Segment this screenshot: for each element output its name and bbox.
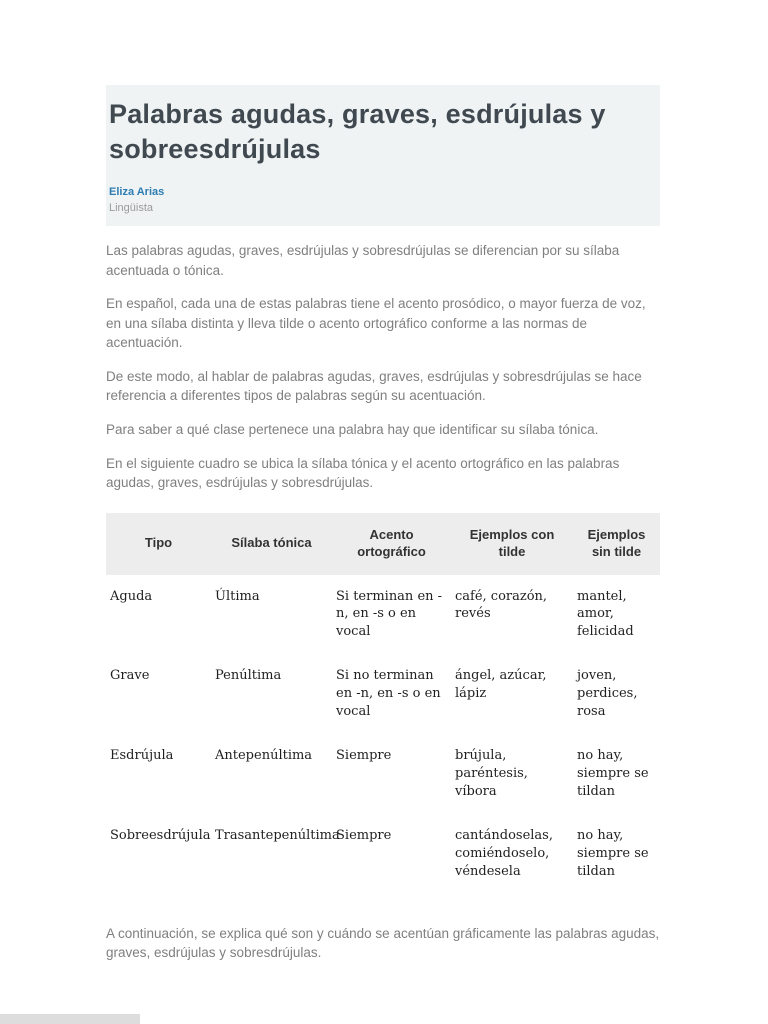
table-cell: Aguda bbox=[110, 588, 153, 604]
table-header bbox=[106, 513, 660, 575]
table-cell: cantándoselas, comiéndoselo, véndesela bbox=[455, 827, 553, 879]
column-header-ejemplos-con-tilde: Ejemplos con tilde bbox=[451, 513, 573, 575]
table-cell: Última bbox=[215, 588, 260, 604]
paragraph: En español, cada una de estas palabras tiene el acento prosódico, o mayor fuerza de voz, en una sílaba distinta y lleva tilde o acento ortográfico conforme a las normas de acentuación. bbox=[106, 296, 646, 351]
closing-paragraph: A continuación, se explica qué son y cuándo se acentúan gráficamente las palabras agudas, graves, esdrújulas y sobresdrújulas. bbox=[106, 925, 660, 961]
table-row bbox=[106, 654, 660, 734]
table-cell: joven, perdices, rosa bbox=[577, 668, 638, 720]
column-header-ejemplos-sin-tilde: Ejemplos sin tilde bbox=[573, 513, 660, 575]
paragraph: En el siguiente cuadro se ubica la sílaba tónica y el acento ortográfico en las palabras agudas, graves, esdrújulas y sobresdrújulas. bbox=[106, 455, 620, 491]
page-bottom-edge bbox=[0, 1014, 140, 1024]
table-cell: mantel, amor, felicidad bbox=[577, 588, 634, 640]
author-role: Lingüista bbox=[109, 202, 154, 215]
author-line bbox=[109, 182, 650, 214]
table-cell: Penúltima bbox=[215, 668, 282, 684]
table-cell: Esdrújula bbox=[110, 748, 174, 764]
table-cell: brújula, paréntesis, víbora bbox=[455, 748, 528, 799]
paragraph: Para saber a qué clase pertenece una palabra hay que identificar su sílaba tónica. bbox=[106, 422, 599, 438]
page-title: Palabras agudas, graves, esdrújulas y sobreesdrújulas bbox=[109, 99, 606, 164]
table-header-row bbox=[106, 513, 660, 575]
title-block bbox=[106, 85, 660, 226]
body-text bbox=[106, 241, 660, 493]
table-cell: Siempre bbox=[336, 748, 392, 764]
table-cell: Sobreesdrújula bbox=[110, 827, 211, 843]
table-body bbox=[106, 575, 660, 894]
table-cell: Si no terminan en -n, en -s o en vocal bbox=[336, 668, 441, 720]
table-row bbox=[106, 575, 660, 655]
table-row bbox=[106, 814, 660, 894]
table-cell: Antepenúltima bbox=[215, 748, 313, 764]
column-header-tipo: Tipo bbox=[106, 513, 211, 575]
document-content bbox=[106, 85, 660, 976]
table-cell: Si terminan en -n, en -s o en vocal bbox=[336, 588, 443, 640]
table-cell: Grave bbox=[110, 668, 150, 684]
accent-types-table bbox=[106, 513, 660, 894]
table-row bbox=[106, 734, 660, 814]
table-cell: no hay, siempre se tildan bbox=[577, 748, 649, 799]
table-cell: Trasantepenúltima bbox=[215, 827, 340, 843]
author-link[interactable]: Eliza Arias bbox=[109, 186, 165, 199]
column-header-acento-ortografico: Acento ortográfico bbox=[332, 513, 451, 575]
table-cell: café, corazón, revés bbox=[455, 588, 548, 622]
table-cell: Siempre bbox=[336, 827, 392, 843]
table-cell: ángel, azúcar, lápiz bbox=[455, 668, 547, 702]
column-header-silaba-tonica: Sílaba tónica bbox=[211, 513, 332, 575]
paragraph: De este modo, al hablar de palabras agudas, graves, esdrújulas y sobresdrújulas se hace referencia a diferentes tipos de palabras según su acentuación. bbox=[106, 368, 642, 404]
paragraph: Las palabras agudas, graves, esdrújulas y sobresdrújulas se diferencian por su sílaba acentuada o tónica. bbox=[106, 243, 620, 278]
table-cell: no hay, siempre se tildan bbox=[577, 827, 649, 879]
